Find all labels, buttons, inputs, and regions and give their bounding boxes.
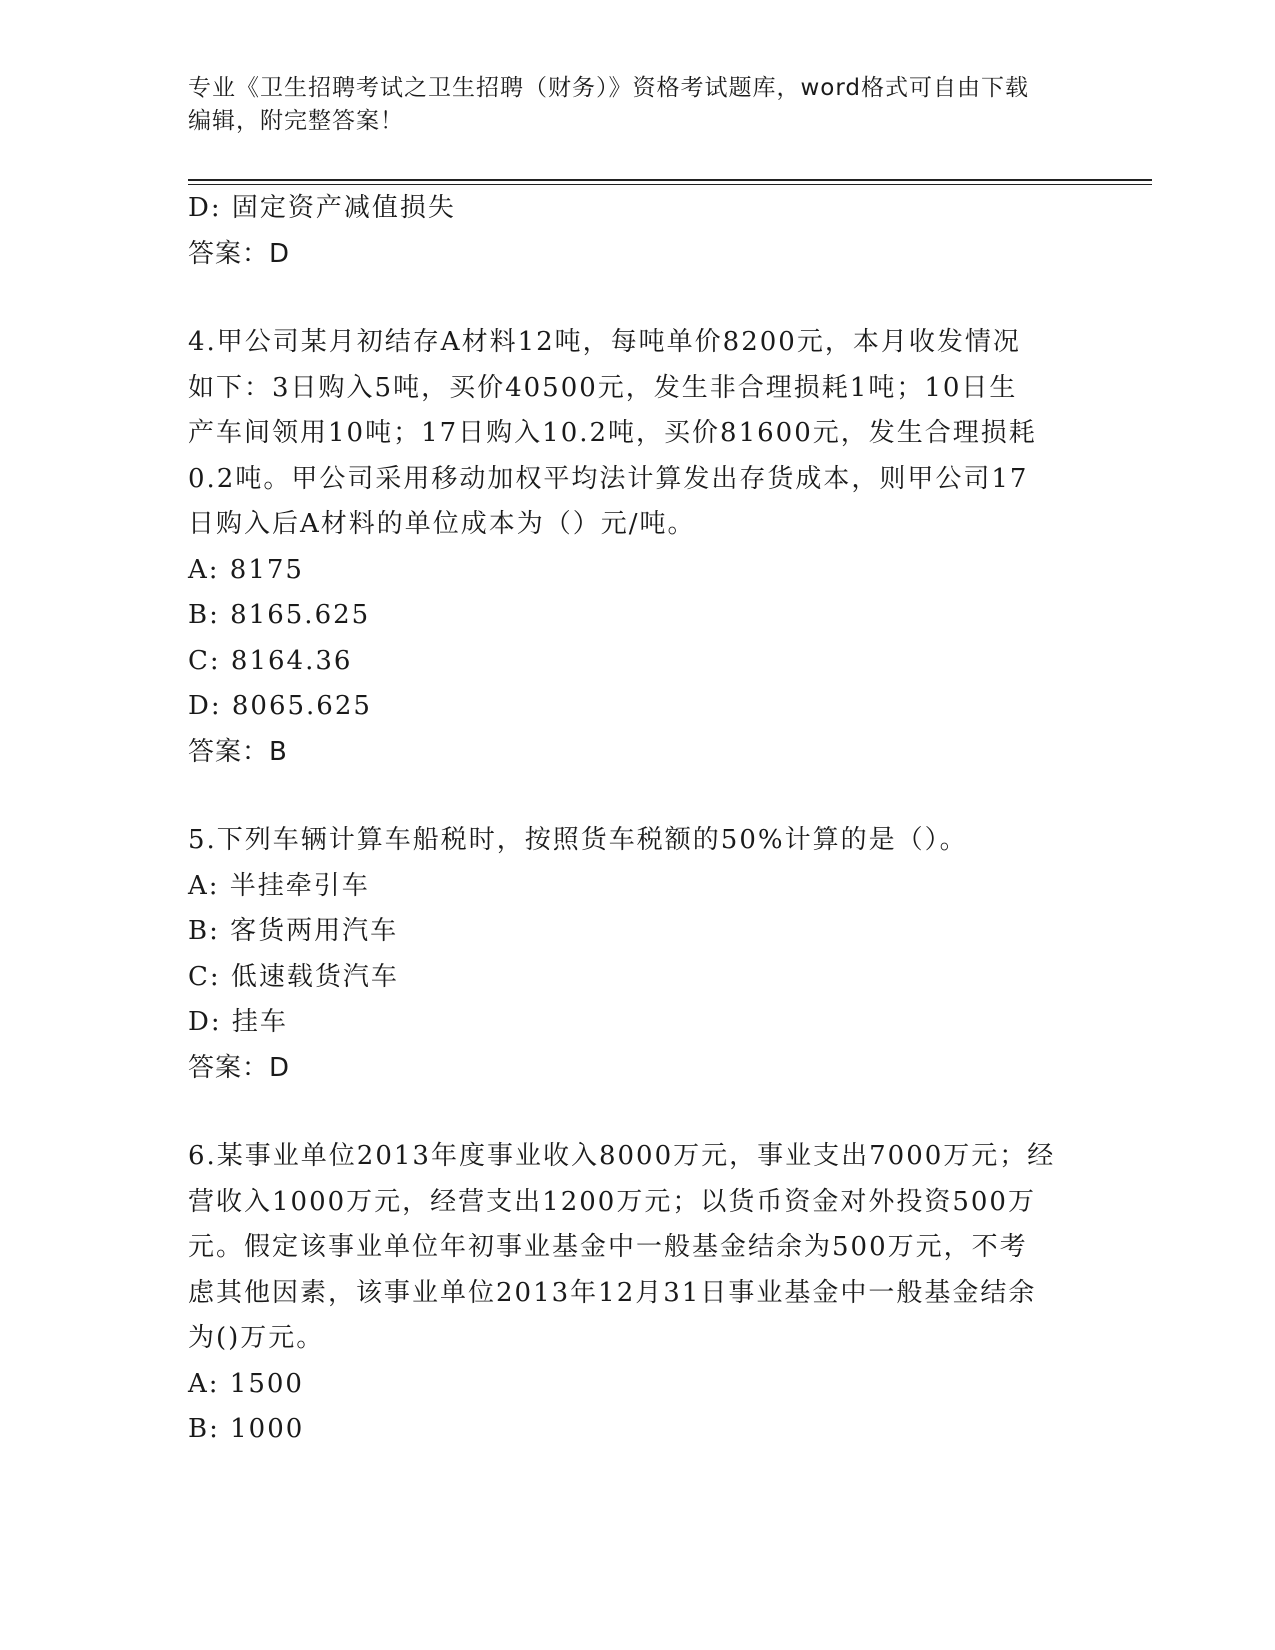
question-stem-line: 4.甲公司某月初结存A材料12吨，每吨单价8200元，本月收发情况 (188, 327, 1021, 357)
question-stem-line: 营收入1000万元，经营支出1200万元；以货币资金对外投资500万 (188, 1186, 1036, 1217)
question-content (188, 186, 1088, 1453)
option-a: A: 8175 (188, 554, 304, 585)
spacer (188, 775, 1088, 818)
answer: 答案：D (188, 238, 291, 269)
header-divider-thick (188, 179, 1152, 181)
option-b: B: 8165.625 (188, 600, 371, 630)
question-6 (188, 1134, 1088, 1453)
question-stem-line: 为()万元。 (188, 1323, 325, 1353)
spacer (188, 277, 1088, 320)
option-c: C: 低速载货汽车 (188, 961, 399, 992)
document-header (188, 72, 1088, 138)
answer: 答案：B (188, 736, 288, 767)
question-stem-line: 产车间领用10吨；17日购入10.2吨，买价81600元，发生合理损耗 (188, 418, 1037, 448)
question-stem-line: 元。假定该事业单位年初事业基金中一般基金结余为500万元，不考 (188, 1232, 1028, 1262)
question-4 (188, 320, 1088, 775)
question-5 (188, 818, 1088, 1091)
header-line-2: 编辑，附完整答案！ (188, 108, 404, 134)
question-stem-line: 日购入后A材料的单位成本为（）元/吨。 (188, 509, 696, 539)
option-b: B: 1000 (188, 1414, 305, 1444)
question-stem-line: 虑其他因素，该事业单位2013年12月31日事业基金中一般基金结余 (188, 1277, 1037, 1308)
option-d: D: 固定资产减值损失 (188, 193, 456, 223)
question-3-tail (188, 186, 1088, 277)
question-stem-line: 5.下列车辆计算车船税时，按照货车税额的50%计算的是（）。 (188, 825, 968, 855)
option-c: C: 8164.36 (188, 645, 353, 676)
question-stem-line: 如下：3日购入5吨，买价40500元，发生非合理损耗1吨；10日生 (188, 372, 1018, 403)
option-b: B: 客货两用汽车 (188, 916, 399, 946)
header-divider-thin (188, 184, 1152, 185)
option-d: D: 挂车 (188, 1007, 288, 1037)
option-a: A: 1500 (188, 1368, 304, 1399)
header-line-1: 专业《卫生招聘考试之卫生招聘（财务）》资格考试题库，word格式可自由下载 (188, 75, 1030, 101)
option-d: D: 8065.625 (188, 691, 372, 721)
answer: 答案：D (188, 1052, 291, 1083)
spacer (188, 1091, 1088, 1134)
question-stem-line: 0.2吨。甲公司采用移动加权平均法计算发出存货成本，则甲公司17 (188, 463, 1029, 494)
question-stem-line: 6.某事业单位2013年度事业收入8000万元，事业支出7000万元；经 (188, 1141, 1056, 1171)
option-a: A: 半挂牵引车 (188, 870, 370, 901)
